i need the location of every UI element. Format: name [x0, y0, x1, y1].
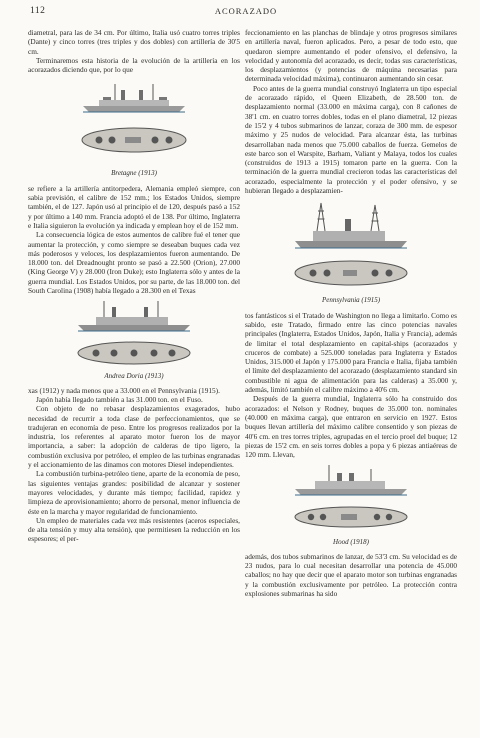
figure-caption-pennsylvania: Pennsylvania (1915): [321, 296, 381, 305]
left-paragraph-5: xas (1912) y nada menos que a 33.000 en el Pennsylvania (1915).: [28, 385, 220, 395]
right-paragraph-2: Poco antes de la guerra mundial construyó Inglaterra un tipo especial de acorazado rápido, el Queen Elizabeth, de 28.500 ton. de desplazamiento normal (33.000 en máxima carga), con 8 cañones de 38'1 cm. en cuatro torres dobles, todas en el plano diametral, 12 piezas de 15'2 y 4 tubos submarinos de lanzar, coraza de 300 mm. de espesor máximo y 25 nudos de velocidad. Para alcanzar ésta, las turbinas desarrollaban nada menos que 75.000 caballos de fuerza. Gemelos de este barco son el Warspite, Barham, Valiant y Malaya, todos los cuales (construidos de 1913 a 1915) tomaron parte en la guerra. Con la terminación de la guerra mundial crecieron todas las características del acorazado, especialmente la protección y el poder ofensivo, y se hubieran llegado a desplazamien-: [245, 83, 457, 196]
left-paragraph-7: Con objeto de no rebasar desplazamientos exagerados, hubo necesidad de recurrir a toda clase de perfeccionamientos, que se tradujeran en economía de peso. Entre los progresos realizados por la industria, los referentes al aparato motor fueron los de mayor importancia, a saber: la adopción de calderas de tipo ligero, la combustión exclusiva por petróleo, el empleo de las turbinas engranadas y el accionamiento de las dinamos con motores Diesel independientes.: [28, 404, 240, 470]
right-paragraph-5: además, dos tubos submarinos de lanzar, de 53'3 cm. Su velocidad es de 23 nudos, para lo cual necesitan desarrollar una potencia de 45.000 caballos; no hay que decir que el aparato motor son turbinas engranadas y la combustión exclusivamente por petróleo. La protección contra explosiones submarinas ha sido: [245, 551, 457, 598]
left-paragraph-9: Un empleo de materiales cada vez más resistentes (aceros especiales, de alta tensión y muy alta tensión), que permitiesen la reducción en los espesores; el per-: [28, 515, 240, 544]
left-paragraph-4: La consecuencia lógica de estos aumentos de calibre fué el tener que aumentar la protección, y como siempre se deseaban buques cada vez más poderosos y veloces, los desplazamientos fueron aumentando. De 18.000 ton. del Dreadnought pronto se pasó a 22.500 (Orion), 27.000 (King George V) y 28.000 (Iron Duke); esto Inglaterra sólo y antes de la guerra mundial. Los Estados Unidos, por su parte, de las 18.000 ton. del South Carolina (1908) había llegado a 28.300 en el Texas: [28, 230, 240, 296]
right-paragraph-1: feccionamiento en las planchas de blindaje y otros progresos similares en artillería naval, fueron aplicados. Pero, a pesar de todo esto, que quedaron siempre aumentando el poder ofensivo, el defensivo, la velocidad y autonomía del acorazado, es decir, todas sus características, los desplazamientos (y potencias de máquina necesarias para determinada velocidad máxima), continuaron aumentando sin cesar.: [245, 28, 457, 84]
ship-illustration-bretagne: [79, 80, 189, 168]
page-number: 112: [30, 6, 46, 16]
right-column: [245, 28, 457, 598]
left-paragraph-6: Japón había llegado también a las 31.000 ton. en el Fuso.: [36, 394, 203, 404]
figure-caption-bretagne: Bretagne (1913): [111, 169, 157, 178]
figure-hood: [245, 465, 457, 547]
ship-illustration-hood: [291, 465, 411, 537]
page-header: [30, 6, 462, 22]
left-paragraph-2: Terminaremos esta historia de la evolución de la artillería en los acorazados diciendo que, por lo que: [28, 55, 240, 75]
right-paragraph-3: tos fantásticos si el Tratado de Washington no llega a limitarlo. Como es sabido, este Tratado, firmado entre las cinco potencias navales principales (Inglaterra, Estados Unidos, Japón, Italia y Francia), además de limitar el total desplazamiento en capital-ships (acorazados y cruceros de combate) a 525.000 toneladas para Inglaterra y Estados Unidos, 315.000 el Japón y 175.000 para Francia e Italia, fijaba también el límite del desplazamiento del acorazado (desplazamiento standard sin combustible ni agua de alimentación para las calderas) a 35.000 y, además, limitó también el calibre máximo a 40'6 cm.: [245, 310, 457, 395]
left-paragraph-3: se refiere a la artillería antitorpedera, Alemania empleó siempre, con sabia previsión, el calibre de 152 mm.; los Estados Unidos, siempre también, el de 127. Japón usó al principio el de 120, después pasó a 152 y por último a 140 mm. Francia adoptó el de 138. Por último, Inglaterra e Italia siguieron la evolución ya indicada y emplean hoy el de 152 mm.: [28, 183, 240, 230]
page-title: ACORAZADO: [214, 6, 278, 16]
figure-caption-hood: Hood (1918): [333, 538, 369, 547]
left-column: [28, 28, 240, 544]
figure-bretagne: [28, 80, 240, 178]
right-paragraph-4: Después de la guerra mundial, Inglaterra sólo ha construido dos acorazados: el Nelson y Rodney, buques de 35.000 ton. nominales (40.000 en máxima carga), que entraron en servicio en 1927. Estos buques llevan artillería del máximo calibre consentido y son piezas de 40'6 cm. en tres torres triples, agrupadas en el tercio proel del buque; 12 piezas de 15'2 cm. en seis torres dobles a popa y 6 piezas antiaéreas de 120 mm. Llevan,: [245, 394, 457, 460]
left-paragraph-8: La combustión turbina-petróleo tiene, aparte de la economía de peso, las siguientes ventajas grandes: posibilidad de alcanzar y sostener mayores velocidades, y durante más tiempo; facilidad, rapidez y limpieza de aprovisionamiento; ahorro de personal, menor influencia de éste en la marcha y mayor regularidad de funcionamiento.: [28, 469, 240, 516]
figure-pennsylvania: [245, 201, 457, 305]
ship-illustration-pennsylvania: [291, 201, 411, 295]
ship-illustration-andrea-doria: [74, 301, 194, 371]
figure-andrea-doria: [28, 301, 240, 381]
left-paragraph-1: diametral, para las de 34 cm. Por último, Italia usó cuatro torres triples (Dante) y cinco torres (tres triples y dos dobles) con artillería de 30'5 cm.: [28, 28, 240, 56]
figure-caption-andrea-doria: Andrea Doria (1913): [104, 372, 164, 381]
